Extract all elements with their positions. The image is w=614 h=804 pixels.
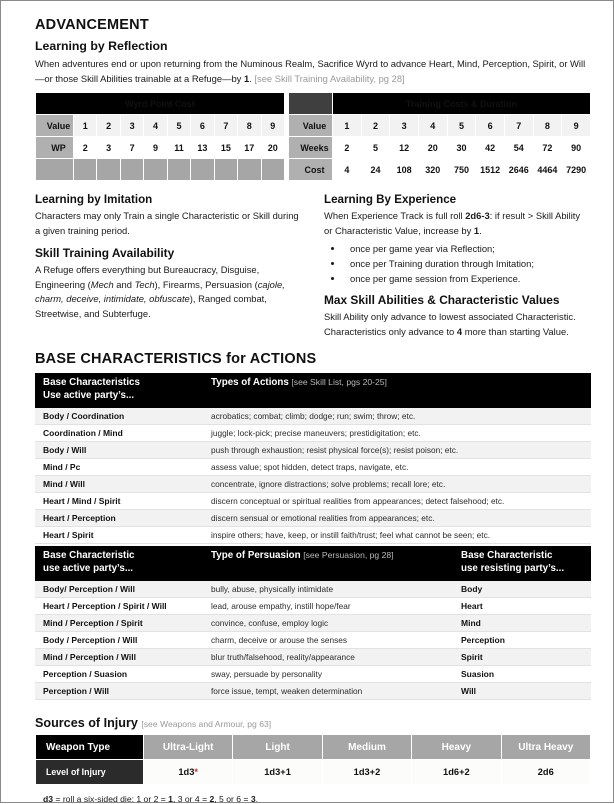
cell-resist: Suasion — [453, 666, 591, 683]
table-row-level-of-injury — [36, 760, 591, 785]
reflection-reference: [see Skill Training Availability, pg 28] — [254, 72, 405, 84]
table-row — [35, 510, 591, 527]
header-resisting-party — [453, 546, 591, 580]
footnote-c: , 3 or 4 = — [172, 794, 210, 804]
header-active-party — [35, 546, 203, 580]
cell-characteristic: Heart / Perception — [35, 510, 203, 527]
sources-of-injury-table — [35, 734, 591, 785]
training-value: 8 — [533, 115, 562, 137]
training-cost: 108 — [390, 159, 419, 181]
advancement-columns — [35, 193, 591, 347]
wyrd-value: 5 — [167, 115, 190, 137]
training-weeks: 2 — [333, 137, 362, 159]
header-reference: [see Persuasion, pg 28] — [303, 550, 394, 561]
wyrd-value: 7 — [214, 115, 237, 137]
cell-actions: discern conceptual or spiritual realities from appearances; detect falsehood; etc. — [203, 493, 591, 510]
cell-characteristic: Mind / Will — [35, 476, 203, 493]
wyrd-row-label-wp: WP — [36, 137, 74, 159]
training-cost: 750 — [447, 159, 476, 181]
heading-learning-by-reflection: Learning by Reflection — [35, 39, 168, 53]
value-ultra-heavy: 2d6 — [501, 760, 590, 785]
injury-title: Sources of Injury — [35, 716, 138, 731]
wyrd-wp: 17 — [238, 137, 261, 159]
wyrd-wp: 15 — [214, 137, 237, 159]
list-item: • once per game year via Reflection; — [344, 242, 591, 256]
training-cost: 7290 — [562, 159, 591, 181]
cell-actions: push through exhaustion; resist physical force(s); resist poison; etc. — [203, 442, 591, 459]
wyrd-wp: 20 — [261, 137, 285, 159]
training-cost: 1512 — [476, 159, 505, 181]
wyrd-header: Wyrd Point Cost — [36, 93, 285, 115]
training-value: 3 — [390, 115, 419, 137]
value-heavy: 1d6+2 — [412, 760, 501, 785]
training-weeks: 72 — [533, 137, 562, 159]
cell-actions: acrobatics; combat; climb; dodge; run; swim; throw; etc. — [203, 408, 591, 425]
header-medium: Medium — [322, 735, 411, 760]
cell-type: force issue, tempt, weaken determination — [203, 683, 453, 700]
table-row — [35, 425, 591, 442]
cell-characteristic: Body / Will — [35, 442, 203, 459]
filler-cell — [36, 159, 74, 181]
wyrd-wp: 9 — [144, 137, 167, 159]
value-text: 1d3 — [178, 767, 195, 778]
reflection-body — [35, 57, 589, 86]
filler-cell — [167, 159, 190, 181]
cell-active: Body / Perception / Will — [35, 632, 203, 649]
training-weeks: 90 — [562, 137, 591, 159]
cell-type: convince, confuse, employ logic — [203, 615, 453, 632]
cost-tables — [35, 92, 591, 181]
availability-mech: Mech — [90, 278, 114, 290]
experience-dice: 2d6-3 — [465, 210, 490, 222]
cell-resist: Will — [453, 683, 591, 700]
header-line-2: use resisting party’s... — [461, 562, 565, 574]
heading-learning-by-experience: Learning By Experience — [324, 193, 457, 207]
wyrd-value: 4 — [144, 115, 167, 137]
column-left — [35, 193, 302, 347]
value-light: 1d3+1 — [233, 760, 322, 785]
header-line-1: Base Characteristic — [43, 550, 135, 562]
filler-cell — [144, 159, 167, 181]
table-header-row — [35, 373, 591, 407]
cell-characteristic: Body / Coordination — [35, 408, 203, 425]
list-item: • once per game session from Experience. — [344, 272, 591, 286]
experience-increase: 1 — [473, 224, 480, 236]
wyrd-value: 1 — [74, 115, 97, 137]
wyrd-value: 2 — [97, 115, 120, 137]
availability-text-d: ), Ranged combat, Streetwise, and Subterfuge. — [35, 293, 267, 320]
list-item: • once per Training duration through Imitation; — [344, 257, 591, 271]
wyrd-value: 9 — [261, 115, 285, 137]
training-value: 1 — [333, 115, 362, 137]
cell-active: Perception / Will — [35, 683, 203, 700]
cell-actions: inspire others; have, keep, or instill faith/trust; feel what cannot be seen; etc. — [203, 527, 591, 544]
cell-type: sway, persuade by personality — [203, 666, 453, 683]
availability-text-c: ), Firearms, Persuasion ( — [154, 278, 258, 290]
cell-actions: juggle; lock-pick; precise maneuvers; prestidigitation; etc. — [203, 425, 591, 442]
table-row — [35, 649, 591, 666]
wyrd-wp: 7 — [120, 137, 143, 159]
table-row — [35, 581, 591, 598]
heading-max-values: Max Skill Abilities & Characteristic Values — [324, 293, 560, 308]
filler-cell — [191, 159, 214, 181]
training-weeks: 54 — [504, 137, 533, 159]
filler-cell — [74, 159, 97, 181]
cell-active: Body/ Perception / Will — [35, 581, 203, 598]
filler-cell — [120, 159, 143, 181]
cell-active: Perception / Suasion — [35, 666, 203, 683]
table-row — [35, 442, 591, 459]
table-header-row — [35, 546, 591, 580]
training-weeks: 20 — [418, 137, 447, 159]
base-characteristics-actions-table — [35, 373, 591, 544]
persuasion-table — [35, 546, 591, 700]
max-values-line-1: Skill Ability only advance to lowest associated Characteristic. — [324, 311, 576, 323]
header-line-2: use active party’s... — [43, 562, 134, 574]
cell-resist: Spirit — [453, 649, 591, 666]
experience-red-1: When Experience Track is full roll — [324, 210, 466, 222]
header-main: Types of Actions — [211, 377, 289, 389]
value-medium: 1d3+2 — [322, 760, 411, 785]
heading-skill-training-availability: Skill Training Availability — [35, 246, 175, 261]
header-base-characteristics — [35, 373, 203, 407]
cell-active: Heart / Perception / Spirit / Will — [35, 598, 203, 615]
cell-type: charm, deceive or arouse the senses — [203, 632, 453, 649]
table-row — [35, 666, 591, 683]
experience-red-3: . — [479, 224, 482, 236]
header-type-of-persuasion — [203, 546, 453, 580]
cell-characteristic: Heart / Spirit — [35, 527, 203, 544]
wyrd-value: 3 — [120, 115, 143, 137]
availability-text-b: and — [113, 278, 135, 290]
header-heavy: Heavy — [412, 735, 501, 760]
availability-text-a: A Refuge offers everything but Bureaucracy, Disguise, Engineering ( — [35, 264, 260, 290]
page-title: ADVANCEMENT — [35, 17, 149, 33]
heading-sources-of-injury — [35, 716, 589, 730]
availability-body — [35, 263, 302, 321]
cell-type: blur truth/falsehood, reality/appearance — [203, 649, 453, 666]
wyrd-value: 8 — [238, 115, 261, 137]
cell-characteristic: Coordination / Mind — [35, 425, 203, 442]
header-line-1: Base Characteristics — [43, 377, 140, 389]
availability-persuasion-italics: cajole, charm, deceive, intimidate, obfuscate — [35, 278, 285, 305]
training-value: 2 — [361, 115, 390, 137]
max-values-body — [324, 310, 591, 339]
wyrd-filler-row — [36, 159, 285, 181]
training-value: 9 — [562, 115, 591, 137]
heading-base-characteristics: BASE CHARACTERISTICS for ACTIONS — [35, 351, 317, 368]
footnote-d3: d3 — [43, 794, 54, 804]
value-ultra-light — [144, 760, 233, 785]
header-line-2: Use active party’s... — [43, 389, 135, 401]
column-right — [324, 193, 591, 347]
table-row — [35, 527, 591, 544]
footnote-e: . — [255, 794, 258, 804]
experience-red-2: : if result > Skill Ability or Characteristic Value, increase by — [324, 210, 581, 236]
training-row-label-cost: Cost — [289, 159, 333, 181]
training-cost: 320 — [418, 159, 447, 181]
max-values-line-2b: more than starting Value. — [462, 325, 569, 337]
training-costs-table — [288, 92, 591, 181]
training-header: Training Costs & Duration — [333, 93, 591, 115]
table-row — [35, 683, 591, 700]
header-reference: [see Skill List, pgs 20-25] — [291, 377, 387, 388]
cell-active: Mind / Perception / Will — [35, 649, 203, 666]
training-cost: 2646 — [504, 159, 533, 181]
footnote-val-1: 1 — [168, 794, 173, 804]
header-line-1: Base Characteristic — [461, 550, 553, 562]
max-values-line-2a: Characteristics only advance to — [324, 325, 457, 337]
header-ultra-light: Ultra-Light — [144, 735, 233, 760]
label-weapon-type: Weapon Type — [36, 735, 144, 760]
cell-actions: discern sensual or emotional realities from appearances; etc. — [203, 510, 591, 527]
experience-bullet-list — [324, 242, 591, 286]
footnote-d: , 5 or 6 = — [214, 794, 251, 804]
cell-resist: Mind — [453, 615, 591, 632]
footnote-val-3: 3 — [250, 794, 256, 804]
table-row — [35, 476, 591, 493]
heading-learning-by-imitation: Learning by Imitation — [35, 193, 153, 207]
cell-resist: Heart — [453, 598, 591, 615]
footnote-star: * — [194, 767, 199, 778]
wyrd-value: 6 — [191, 115, 214, 137]
wyrd-wp: 3 — [97, 137, 120, 159]
training-weeks: 30 — [447, 137, 476, 159]
header-main: Type of Persuasion — [211, 550, 301, 562]
cell-active: Mind / Perception / Spirit — [35, 615, 203, 632]
header-light: Light — [233, 735, 322, 760]
cell-actions: concentrate, ignore distractions; solve problems; recall lore; etc. — [203, 476, 591, 493]
header-ultra-heavy: Ultra Heavy — [501, 735, 590, 760]
training-value: 6 — [476, 115, 505, 137]
imitation-body: Characters may only Train a single Characteristic or Skill during a given training period. — [35, 210, 299, 236]
cell-characteristic: Heart / Mind / Spirit — [35, 493, 203, 510]
filler-cell — [238, 159, 261, 181]
footnote-val-2: 2 — [209, 794, 215, 804]
table-row — [35, 408, 591, 425]
filler-cell — [214, 159, 237, 181]
training-weeks: 5 — [361, 137, 390, 159]
wyrd-wp: 2 — [74, 137, 97, 159]
reflection-body-text-1: When adventures end or upon returning from the Numinous Realm, Sacrifice Wyrd to advance Heart, Mind, Perception, Spirit, or Will—or those Skill Abilities trainable at a Refuge—by — [35, 58, 586, 84]
training-value: 5 — [447, 115, 476, 137]
availability-tech: Tech — [134, 278, 155, 290]
training-weeks: 42 — [476, 137, 505, 159]
table-row — [35, 598, 591, 615]
cell-characteristic: Mind / Pc — [35, 459, 203, 476]
table-row-weapon-type — [36, 735, 591, 760]
wyrd-wp: 11 — [167, 137, 190, 159]
cell-type: bully, abuse, physically intimidate — [203, 581, 453, 598]
training-cost: 4464 — [533, 159, 562, 181]
wyrd-wp: 13 — [191, 137, 214, 159]
cell-resist: Body — [453, 581, 591, 598]
cell-actions: assess value; spot hidden, detect traps, navigate, etc. — [203, 459, 591, 476]
training-value: 4 — [418, 115, 447, 137]
experience-rule — [324, 209, 591, 238]
footnote-a: = roll a six-sided die: 1 or 2 = — [53, 794, 169, 804]
training-row-label-value: Value — [289, 115, 333, 137]
reflection-body-bold: 1 — [243, 72, 250, 84]
filler-cell — [97, 159, 120, 181]
training-value: 7 — [504, 115, 533, 137]
wyrd-point-cost-table — [35, 92, 285, 181]
wyrd-row-label-value: Value — [36, 115, 74, 137]
reflection-body-text-2: . — [249, 72, 252, 84]
cell-resist: Perception — [453, 632, 591, 649]
training-weeks: 12 — [390, 137, 419, 159]
training-cost: 4 — [333, 159, 362, 181]
header-types-of-actions — [203, 373, 591, 407]
label-level-of-injury: Level of Injury — [36, 760, 144, 785]
table-row — [35, 459, 591, 476]
table-row — [35, 493, 591, 510]
training-cost: 24 — [361, 159, 390, 181]
cell-type: lead, arouse empathy, instill hope/fear — [203, 598, 453, 615]
max-values-bold: 4 — [456, 325, 463, 337]
injury-reference: [see Weapons and Armour, pg 63] — [141, 719, 272, 730]
table-row — [35, 615, 591, 632]
table-row — [35, 632, 591, 649]
training-corner — [289, 93, 333, 115]
training-row-label-weeks: Weeks — [289, 137, 333, 159]
filler-cell — [261, 159, 285, 181]
